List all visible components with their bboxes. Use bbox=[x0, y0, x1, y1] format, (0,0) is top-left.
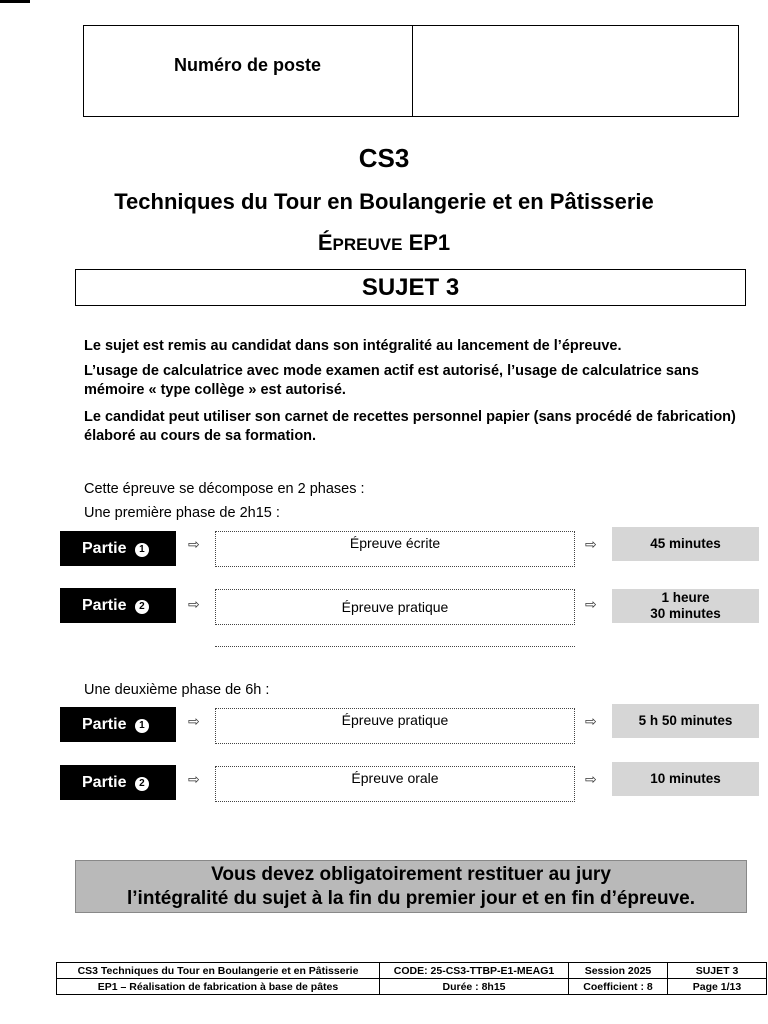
epreuve-box: Épreuve pratique bbox=[215, 708, 575, 744]
notice-line: Vous devez obligatoirement restituer au jury bbox=[211, 864, 611, 885]
arrow-right-icon: ⇨ bbox=[188, 771, 200, 787]
duration-box: 10 minutes bbox=[612, 762, 759, 796]
partie-number-icon: 2 bbox=[135, 600, 149, 614]
partie-label: Partie bbox=[82, 774, 127, 791]
exam-code: CS3 bbox=[358, 143, 410, 173]
poste-label: Numéro de poste bbox=[173, 55, 322, 75]
arrow-right-icon: ⇨ bbox=[585, 713, 597, 729]
arrow-right-icon: ⇨ bbox=[585, 536, 597, 552]
poste-value-cell bbox=[413, 25, 739, 117]
partie-badge bbox=[60, 707, 176, 742]
partie-label: Partie bbox=[82, 597, 127, 614]
scan-mark bbox=[0, 0, 30, 3]
arrow-right-icon: ⇨ bbox=[188, 536, 200, 552]
footer-row bbox=[57, 963, 767, 979]
instruction-2: L’usage de calculatrice avec mode examen actif est autorisé, l’usage de calculatrice sans mémoire « type collège » est autorisé. bbox=[84, 363, 699, 398]
arrow-right-icon: ⇨ bbox=[188, 713, 200, 729]
exam-title: Techniques du Tour en Boulangerie et en Pâtisserie bbox=[114, 189, 654, 214]
jury-notice bbox=[75, 860, 747, 913]
epreuve-box: Épreuve orale bbox=[215, 766, 575, 802]
dotted-divider bbox=[215, 646, 575, 647]
sujet-box: SUJET 3 bbox=[75, 269, 746, 306]
partie-badge bbox=[60, 765, 176, 800]
partie-badge bbox=[60, 588, 176, 623]
duration-box: 45 minutes bbox=[612, 527, 759, 561]
epreuve-number: EP1 bbox=[402, 230, 451, 255]
epreuve-heading bbox=[0, 230, 768, 256]
footer-cell: EP1 – Réalisation de fabrication à base de pâtes bbox=[57, 979, 380, 995]
partie-label: Partie bbox=[82, 540, 127, 557]
footer-cell: SUJET 3 bbox=[668, 963, 767, 979]
epreuve-box: Épreuve écrite bbox=[215, 531, 575, 567]
footer-cell: CODE: 25-CS3-TTBP-E1-MEAG1 bbox=[380, 963, 569, 979]
footer-cell: Session 2025 bbox=[569, 963, 668, 979]
notice-line: l’intégralité du sujet à la fin du premier jour et en fin d’épreuve. bbox=[127, 888, 695, 909]
footer-cell: CS3 Techniques du Tour en Boulangerie et en Pâtisserie bbox=[57, 963, 380, 979]
duration-line: 30 minutes bbox=[650, 606, 721, 621]
footer-cell: Page 1/13 bbox=[668, 979, 767, 995]
epreuve-word: PREUVE bbox=[332, 235, 403, 254]
instruction-1: Le sujet est remis au candidat dans son intégralité au lancement de l’épreuve. bbox=[84, 338, 622, 354]
partie-number-icon: 1 bbox=[135, 543, 149, 557]
epreuve-box: Épreuve pratique bbox=[215, 589, 575, 625]
phases-intro: Cette épreuve se décompose en 2 phases : bbox=[84, 481, 365, 497]
duration-box: 5 h 50 minutes bbox=[612, 704, 759, 738]
partie-label: Partie bbox=[82, 716, 127, 733]
duration-line: 1 heure bbox=[661, 590, 710, 605]
footer-cell: Durée : 8h15 bbox=[380, 979, 569, 995]
partie-number-icon: 1 bbox=[135, 719, 149, 733]
epreuve-first-letter: É bbox=[317, 230, 333, 255]
partie-badge bbox=[60, 531, 176, 566]
instruction-3: Le candidat peut utiliser son carnet de recettes personnel papier (sans procédé de fabrication) élaboré au cours de sa formation. bbox=[84, 409, 736, 444]
arrow-right-icon: ⇨ bbox=[188, 596, 200, 612]
phase1-label: Une première phase de 2h15 : bbox=[84, 505, 280, 521]
duration-box bbox=[612, 589, 759, 623]
arrow-right-icon: ⇨ bbox=[585, 596, 597, 612]
footer-table bbox=[56, 962, 767, 995]
phase2-label: Une deuxième phase de 6h : bbox=[84, 682, 270, 698]
footer-cell: Coefficient : 8 bbox=[569, 979, 668, 995]
partie-number-icon: 2 bbox=[135, 777, 149, 791]
arrow-right-icon: ⇨ bbox=[585, 771, 597, 787]
footer-row bbox=[57, 979, 767, 995]
